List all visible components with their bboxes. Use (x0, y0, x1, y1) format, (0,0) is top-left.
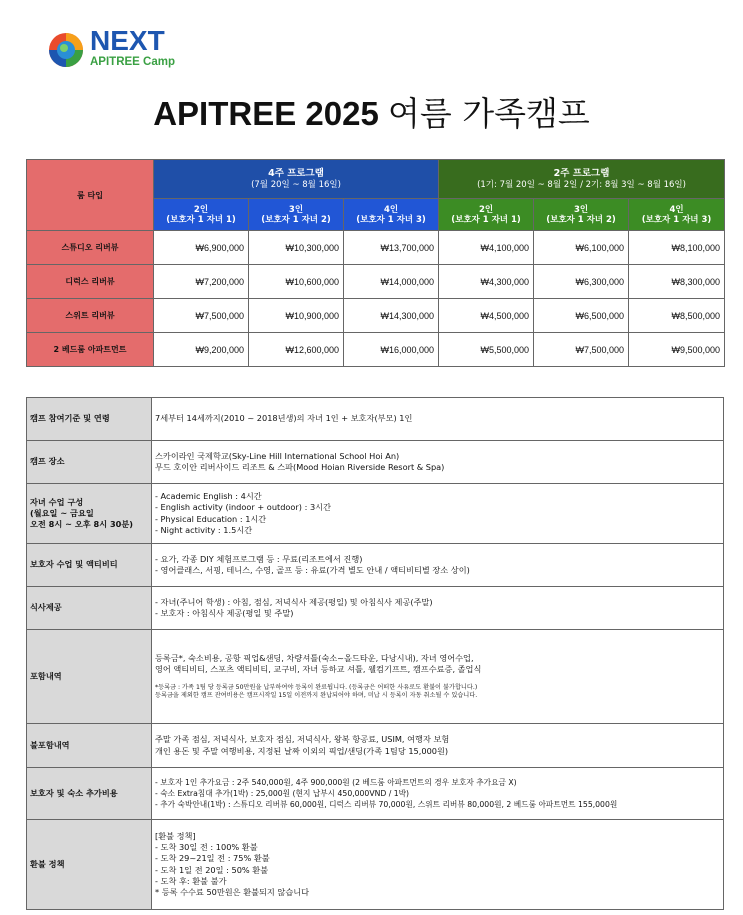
price-cell: ₩6,300,000 (534, 265, 629, 299)
price-cell: ₩14,000,000 (344, 265, 439, 299)
info-label: 캠프 참여기준 및 연령 (27, 398, 152, 441)
room-type-header: 룸 타입 (27, 160, 154, 231)
sub-header-4w-3: 3인 (보호자 1 자녀 2) (249, 199, 344, 231)
logo-subtitle: APITREE Camp (90, 56, 175, 68)
four-week-title: 4주 프로그램 (268, 167, 324, 179)
price-table (26, 159, 725, 367)
price-cell: ₩10,900,000 (249, 299, 344, 333)
page-title (0, 88, 743, 135)
price-cell: ₩5,500,000 (439, 333, 534, 367)
price-cell: ₩4,100,000 (439, 231, 534, 265)
price-cell: ₩9,200,000 (154, 333, 249, 367)
room-name: 디럭스 리버뷰 (27, 265, 154, 299)
price-cell: ₩7,500,000 (154, 299, 249, 333)
price-cell: ₩10,300,000 (249, 231, 344, 265)
price-cell: ₩6,900,000 (154, 231, 249, 265)
price-cell: ₩14,300,000 (344, 299, 439, 333)
room-name: 2 베드룸 아파트먼트 (27, 333, 154, 367)
globe-logo-icon (46, 30, 86, 70)
two-week-title: 2주 프로그램 (553, 167, 610, 179)
price-cell: ₩10,600,000 (249, 265, 344, 299)
info-content: 등록금*, 숙소비용, 공항 픽업&샌딩, 차량셔틀(숙소~올드타운, 다낭시내), 자녀 영어수업, 영어 액티비티, 스포츠 액티비티, 교구비, 자녀 등하교 셔틀, 웰컴기프트, 캠프수료증, 졸업식 *등록금 : 가족 1팀 당 등록금 50만원을 납부하여야 등록이 완료됩니다. (등록금은 어떠한 사유로도 환불이 불가합니다.) 등록금을 제외한 캠프 잔여비용은 캠프시작일 15일 이전까지 완납되어야 하며, 미납 시 등록이 자동 취소될 수 있습니다. (152, 630, 724, 724)
price-cell: ₩9,500,000 (629, 333, 725, 367)
sub-header-2w-4: 4인 (보호자 1 자녀 3) (629, 199, 725, 231)
table-row (27, 299, 725, 333)
price-cell: ₩8,500,000 (629, 299, 725, 333)
two-week-header (439, 160, 725, 199)
info-row-included (27, 630, 724, 724)
two-week-dates: (1기: 7월 20일 ~ 8월 2일 / 2기: 8월 3일 ~ 8월 16일) (477, 179, 686, 190)
info-row-extra-costs (27, 768, 724, 820)
info-content: - Academic English : 4시간 - English activity (indoor + outdoor) : 3시간 - Physical Education : 1시간 - Night activity : 1.5시간 (152, 484, 724, 544)
price-cell: ₩8,100,000 (629, 231, 725, 265)
table-row (27, 333, 725, 367)
info-note: 등록금을 제외한 캠프 잔여비용은 캠프시작일 15일 이전까지 완납되어야 하며, 미납 시 등록이 자동 취소될 수 있습니다. (155, 691, 478, 699)
info-note: *등록금 : 가족 1팀 당 등록금 50만원을 납부하여야 등록이 완료됩니다. (등록금은 어떠한 사유로도 환불이 불가합니다.) (155, 683, 478, 691)
info-row-parent-activities (27, 544, 724, 587)
table-row (27, 231, 725, 265)
info-label: 자녀 수업 구성 (월요일 ~ 금요일 오전 8시 ~ 오후 8시 30분) (27, 484, 152, 544)
room-name: 스위트 리버뷰 (27, 299, 154, 333)
price-cell: ₩7,500,000 (534, 333, 629, 367)
price-cell: ₩8,300,000 (629, 265, 725, 299)
camp-logo (46, 26, 206, 74)
price-cell: ₩6,500,000 (534, 299, 629, 333)
logo-name: NEXT (90, 25, 165, 56)
price-cell: ₩16,000,000 (344, 333, 439, 367)
info-label: 보호자 수업 및 액티비티 (27, 544, 152, 587)
info-label: 환불 정책 (27, 820, 152, 910)
info-content: 7세부터 14세까지(2010 ~ 2018년생)의 자녀 1인 + 보호자(부모) 1인 (152, 398, 724, 441)
price-cell: ₩12,600,000 (249, 333, 344, 367)
info-table (26, 397, 724, 910)
info-label: 캠프 장소 (27, 441, 152, 484)
sub-header-4w-2: 2인 (보호자 1 자녀 1) (154, 199, 249, 231)
info-label: 식사제공 (27, 587, 152, 630)
price-cell: ₩13,700,000 (344, 231, 439, 265)
info-row-eligibility (27, 398, 724, 441)
info-content: 스카이라인 국제학교(Sky-Line Hill International School Hoi An) 무드 호이안 리버사이드 리조트 & 스파(Mood Hoian Riverside Resort & Spa) (152, 441, 724, 484)
price-cell: ₩4,500,000 (439, 299, 534, 333)
info-row-meals (27, 587, 724, 630)
sub-header-4w-4: 4인 (보호자 1 자녀 3) (344, 199, 439, 231)
table-row (27, 265, 725, 299)
four-week-header (154, 160, 439, 199)
title-korean: 여름 가족캠프 (388, 94, 590, 133)
info-row-kids-classes (27, 484, 724, 544)
price-cell: ₩7,200,000 (154, 265, 249, 299)
info-row-location (27, 441, 724, 484)
price-cell: ₩4,300,000 (439, 265, 534, 299)
title-latin: APITREE 2025 (153, 95, 379, 132)
info-row-refund (27, 820, 724, 910)
info-label: 불포함내역 (27, 724, 152, 768)
info-label: 포함내역 (27, 630, 152, 724)
four-week-dates: (7월 20일 ~ 8월 16일) (251, 179, 341, 190)
sub-header-2w-3: 3인 (보호자 1 자녀 2) (534, 199, 629, 231)
info-label: 보호자 및 숙소 추가비용 (27, 768, 152, 820)
sub-header-2w-2: 2인 (보호자 1 자녀 1) (439, 199, 534, 231)
info-row-excluded (27, 724, 724, 768)
info-content: - 보호자 1인 추가요금 : 2주 540,000원, 4주 900,000원 (2 베드룸 아파트먼트의 경우 보호자 추가요금 X) - 숙소 Extra침대 추가(1박) : 25,000원 (현지 납부시 450,000VND / 1박) - 추가 숙박안내(1박) : 스튜디오 리버뷰 60,000원, 디럭스 리버뷰 70,000원, 스위트 리버뷰 80,000원, 2 베드룸 아파트먼트 155,000원 (152, 768, 724, 820)
info-content: - 자녀(주니어 학생) : 아침, 점심, 저녁식사 제공(평일) 및 아침식사 제공(주말) - 보호자 : 아침식사 제공(평일 및 주말) (152, 587, 724, 630)
info-content: 주말 가족 점심, 저녁식사, 보호자 점심, 저녁식사, 왕복 항공료, USIM, 여행자 보험 개인 용돈 및 주말 여행비용, 지정된 날짜 이외의 픽업/샌딩(가족 1팀당 15,000원) (152, 724, 724, 768)
info-content: [환불 정책] - 도착 30일 전 : 100% 환불 - 도착 29~21일 전 : 75% 환불 - 도착 1일 전 20일 : 50% 환불 - 도착 후: 환불 불가 * 등록 수수료 50만원은 환불되지 않습니다 (152, 820, 724, 910)
price-cell: ₩6,100,000 (534, 231, 629, 265)
room-name: 스튜디오 리버뷰 (27, 231, 154, 265)
info-content: - 요가, 각종 DIY 체험프로그램 등 : 무료(리조트에서 진행) - 영어클래스, 서핑, 테니스, 수영, 골프 등 : 유료(가격 별도 안내 / 액티비티별 장소 상이) (152, 544, 724, 587)
